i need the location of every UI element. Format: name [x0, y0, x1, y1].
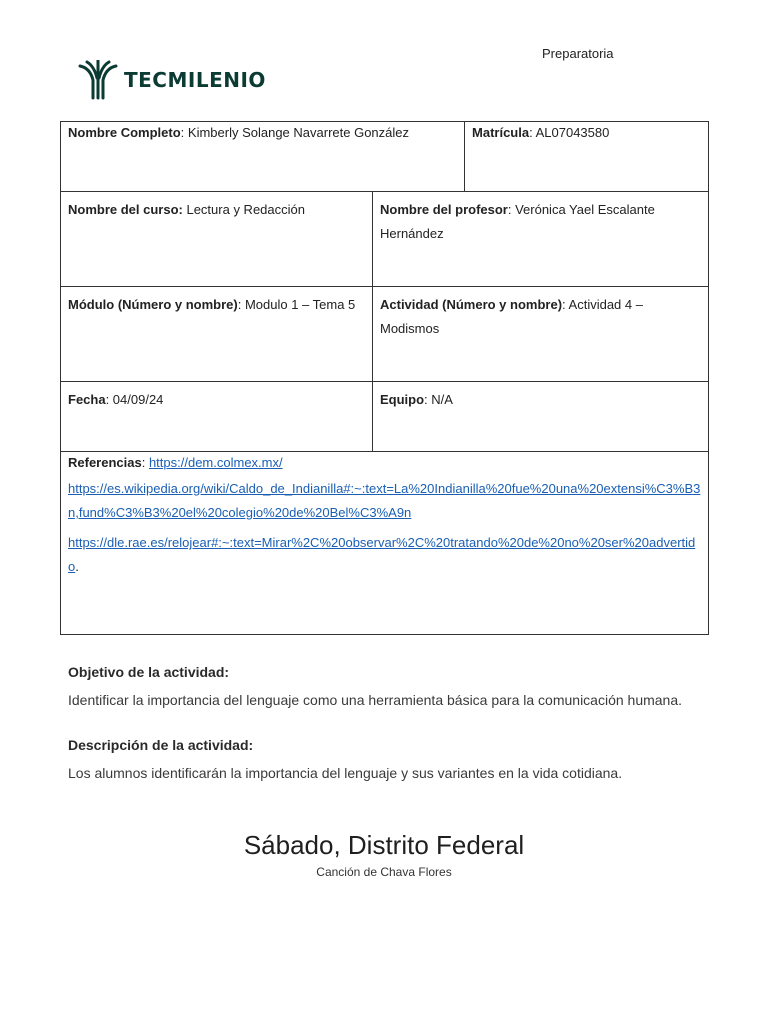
cell-matricula: [465, 122, 709, 192]
nombre-label: Nombre Completo: [68, 125, 181, 140]
modulo-label: Módulo (Número y nombre): [68, 297, 238, 312]
student-info-table: [60, 121, 709, 635]
equipo-label: Equipo: [380, 392, 425, 407]
equipo-value: : N/A: [424, 392, 453, 407]
objetivo-text: Identificar la importancia del lenguaje como una herramienta básica para la comunicación humana.: [68, 692, 683, 708]
reference-link-wikipedia[interactable]: https://es.wikipedia.org/wiki/Caldo_de_Indianilla#:~:text=La%20Indianilla%20fue%20una%20extensi%C3%B3n,fund%C3%B3%20el%20colegio%20de%20Bel%C3%A9n: [68, 481, 701, 520]
profesor-label: Nombre del profesor: [380, 202, 508, 217]
referencias-label: Referencias: [68, 455, 142, 470]
descripcion-text: Los alumnos identificarán la importancia del lenguaje y sus variantes en la vida cotidiana.: [68, 765, 623, 781]
cell-profesor: [373, 192, 709, 287]
cell-fecha: [61, 382, 373, 452]
tecmilenio-leaf-icon: [78, 60, 118, 100]
reference-link-dem[interactable]: https://dem.colmex.mx/: [148, 455, 283, 470]
curso-label: Nombre del curso:: [68, 202, 183, 217]
matricula-value: : AL07043580: [529, 125, 610, 140]
cell-actividad: [373, 287, 709, 382]
fecha-label: Fecha: [68, 392, 106, 407]
cell-modulo: [61, 287, 373, 382]
profesor-value: : Verónica Yael Escalante Hernández: [380, 202, 655, 241]
fecha-value: : 04/09/24: [105, 392, 164, 407]
actividad-label: Actividad (Número y nombre): [380, 297, 563, 312]
cell-equipo: [373, 382, 709, 452]
song-subtitle: Canción de Chava Flores: [316, 865, 452, 879]
actividad-value: : Actividad 4 – Modismos: [380, 297, 643, 336]
objetivo-heading: Objetivo de la actividad:: [68, 664, 230, 680]
cell-referencias: [61, 452, 709, 635]
curso-value: Lectura y Redacción: [182, 202, 305, 217]
modulo-value: : Modulo 1 – Tema 5: [237, 297, 356, 312]
matricula-label: Matrícula: [472, 125, 530, 140]
level-label: Preparatoria: [542, 46, 614, 61]
nombre-value: : Kimberly Solange Navarrete González: [180, 125, 410, 140]
tecmilenio-logo: [78, 60, 266, 100]
cell-curso: [61, 192, 373, 287]
referencias-sep: :: [141, 455, 149, 470]
song-title: Sábado, Distrito Federal: [243, 830, 525, 860]
cell-nombre: [61, 122, 465, 192]
reference-link-rae[interactable]: https://dle.rae.es/relojear#:~:text=Mirar%2C%20observar%2C%20tratando%20de%20no%20ser%20advertido: [68, 535, 696, 574]
descripcion-heading: Descripción de la actividad:: [68, 737, 254, 753]
reference-end-dot: .: [75, 559, 79, 574]
logo-text: TECMILENIO: [124, 68, 266, 92]
